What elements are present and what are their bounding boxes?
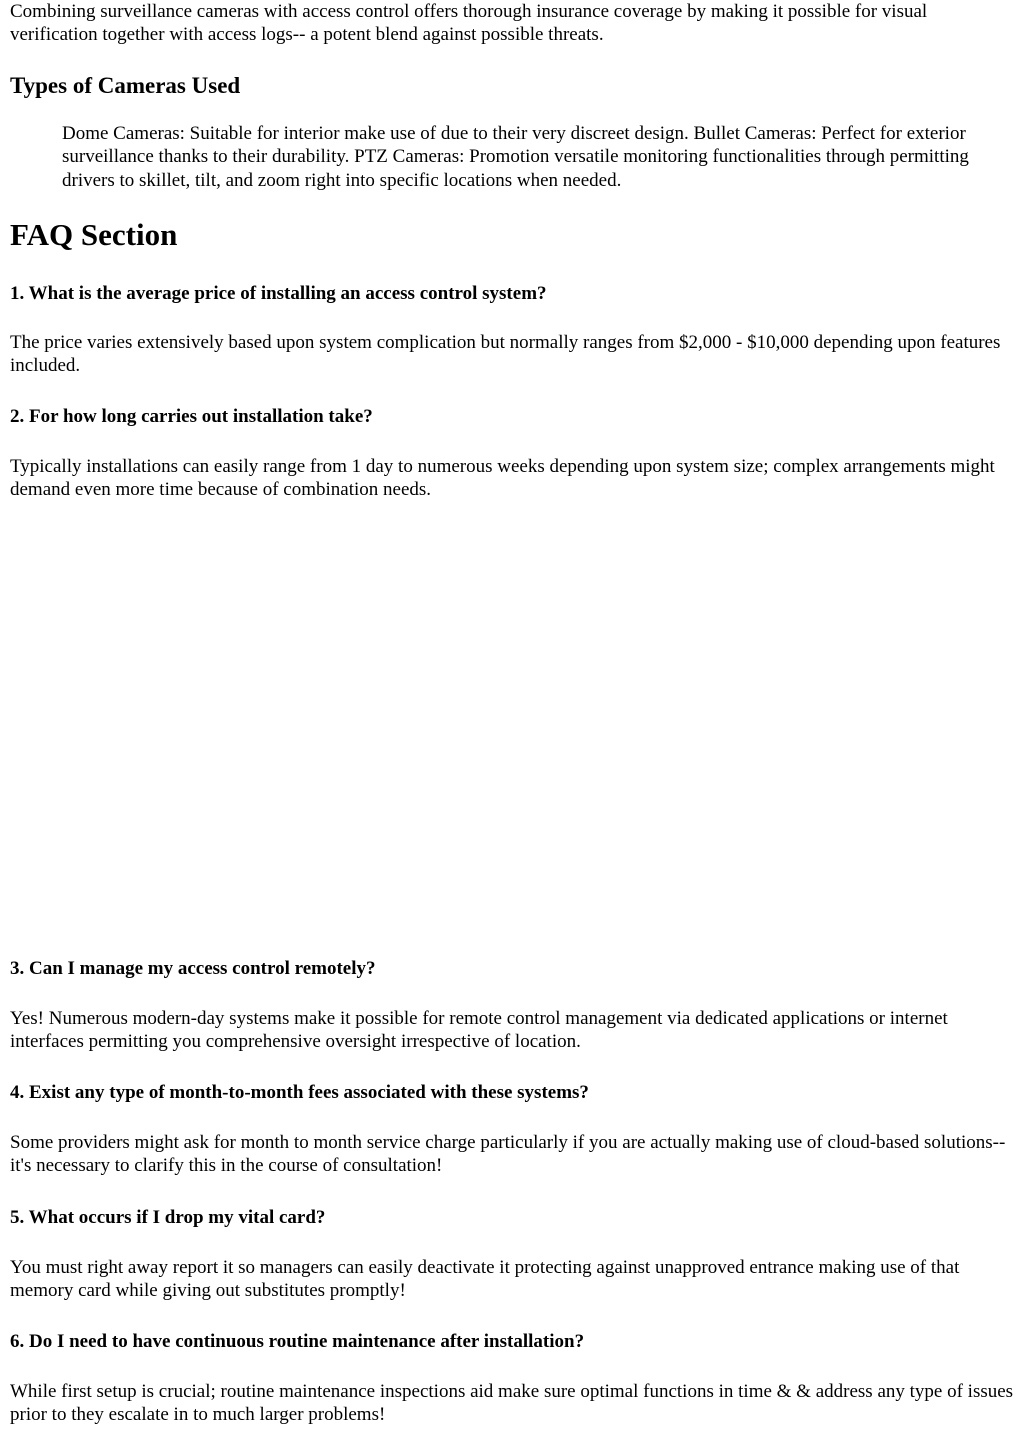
faq-answer-1: The price varies extensively based upon system complication but normally ranges from $2,000 - $10,000 depending upon features included. [10, 332, 1001, 377]
faq-question-4: 4. Exist any type of month-to-month fees associated with these systems? [10, 1082, 589, 1103]
faq-question-3: 3. Can I manage my access control remotely? [10, 958, 376, 979]
faq-question-5: 5. What occurs if I drop my vital card? [10, 1207, 326, 1228]
faq-question-6: 6. Do I need to have continuous routine maintenance after installation? [10, 1331, 585, 1352]
blank-space [10, 520, 1014, 940]
faq-answer-3: Yes! Numerous modern-day systems make it possible for remote control management via dedicated applications or internet interfaces permitting you comprehensive oversight irrespective of location. [10, 1008, 948, 1053]
intro-paragraph: Combining surveillance cameras with access control offers thorough insurance coverage by making it possible for visual verification together with access logs-- a potent blend against possible threats. [10, 1, 928, 46]
cameras-blockquote: Dome Cameras: Suitable for interior make use of due to their very discreet design. Bullet Cameras: Perfect for exterior surveillance thanks to their durability. PTZ Cameras: Promotion versatile monitoring functionalities through permitting drivers to skillet, tilt, and zoom right into specific locations when needed. [62, 123, 969, 191]
faq-question-1: 1. What is the average price of installing an access control system? [10, 283, 547, 304]
faq-answer-5: You must right away report it so managers can easily deactivate it protecting against unapproved entrance making use of that memory card while giving out substitutes promptly! [10, 1257, 960, 1302]
cameras-heading: Types of Cameras Used [10, 73, 241, 98]
faq-question-2: 2. For how long carries out installation take? [10, 406, 373, 427]
faq-heading: FAQ Section [10, 217, 178, 252]
faq-answer-6: While first setup is crucial; routine maintenance inspections aid make sure optimal functions in time & & address any type of issues prior to they escalate in to much larger problems! [10, 1381, 1014, 1426]
faq-answer-2: Typically installations can easily range from 1 day to numerous weeks depending upon system size; complex arrangements might demand even more time because of combination needs. [10, 456, 995, 501]
faq-answer-4: Some providers might ask for month to month service charge particularly if you are actually making use of cloud-based solutions-- it's necessary to clarify this in the course of consultation! [10, 1132, 1006, 1177]
